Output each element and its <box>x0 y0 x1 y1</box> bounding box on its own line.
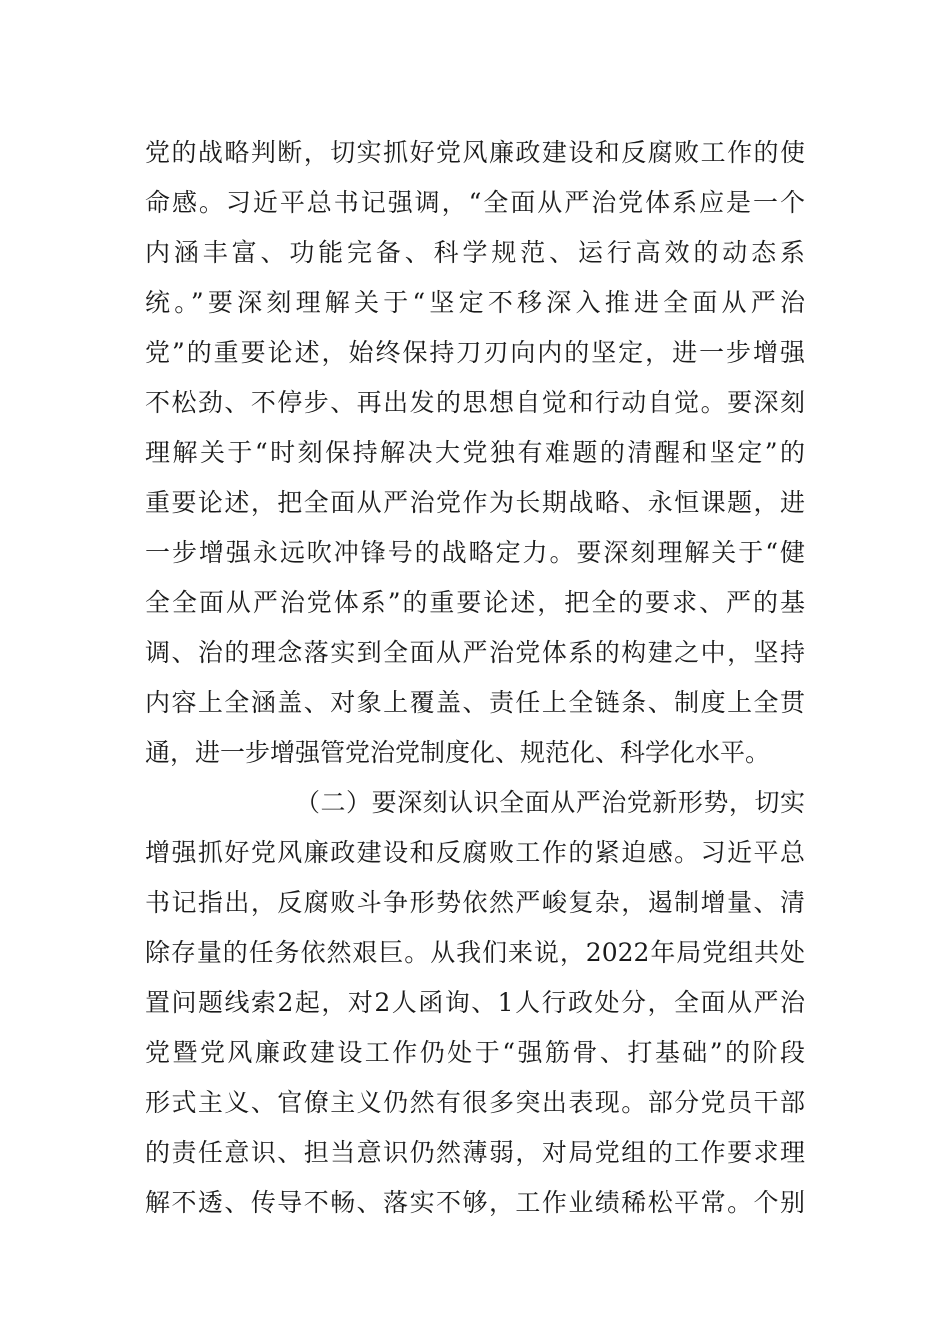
text-line: 除存量的任务依然艰巨。从我们来说，2022年局党组共处 <box>145 938 805 967</box>
text-line: 书记指出，反腐败斗争形势依然严峻复杂，遏制增量、清 <box>145 888 805 917</box>
text-line: 不松劲、不停步、再出发的思想自觉和行动自觉。要深刻 <box>145 388 805 417</box>
text-line: 内容上全涵盖、对象上覆盖、责任上全链条、制度上全贯 <box>145 688 805 717</box>
text-line: 党的战略判断，切实抓好党风廉政建设和反腐败工作的使 <box>145 138 805 167</box>
text-line: 重要论述，把全面从严治党作为长期战略、永恒课题，进 <box>145 488 805 517</box>
text-line: 的责任意识、担当意识仍然薄弱，对局党组的工作要求理 <box>145 1138 805 1167</box>
text-line: 理解关于“时刻保持解决大党独有难题的清醒和坚定”的 <box>145 438 805 467</box>
text-line: 党暨党风廉政建设工作仍处于“强筋骨、打基础”的阶段 <box>145 1038 805 1067</box>
text-line: 全全面从严治党体系”的重要论述，把全的要求、严的基 <box>145 588 805 617</box>
text-line: 统。”要深刻理解关于“坚定不移深入推进全面从严治 <box>145 288 805 317</box>
text-line: 置问题线索2起，对2人函询、1人行政处分，全面从严治 <box>145 988 805 1017</box>
text-line: 命感。习近平总书记强调，“全面从严治党体系应是一个 <box>145 188 805 217</box>
section-heading-line: （二）要深刻认识全面从严治党新形势，切实 <box>295 788 805 817</box>
text-line: 增强抓好党风廉政建设和反腐败工作的紧迫感。习近平总 <box>145 838 805 867</box>
text-line: 内涵丰富、功能完备、科学规范、运行高效的动态系 <box>145 238 805 267</box>
text-line: 党”的重要论述，始终保持刀刃向内的坚定，进一步增强 <box>145 338 805 367</box>
text-line: 解不透、传导不畅、落实不够，工作业绩稀松平常。个别 <box>145 1188 805 1217</box>
text-line: 一步增强永远吹冲锋号的战略定力。要深刻理解关于“健 <box>145 538 805 567</box>
text-line: 通，进一步增强管党治党制度化、规范化、科学化水平。 <box>145 738 771 767</box>
text-line: 形式主义、官僚主义仍然有很多突出表现。部分党员干部 <box>145 1088 805 1117</box>
text-line: 调、治的理念落实到全面从严治党体系的构建之中，坚持 <box>145 638 805 667</box>
